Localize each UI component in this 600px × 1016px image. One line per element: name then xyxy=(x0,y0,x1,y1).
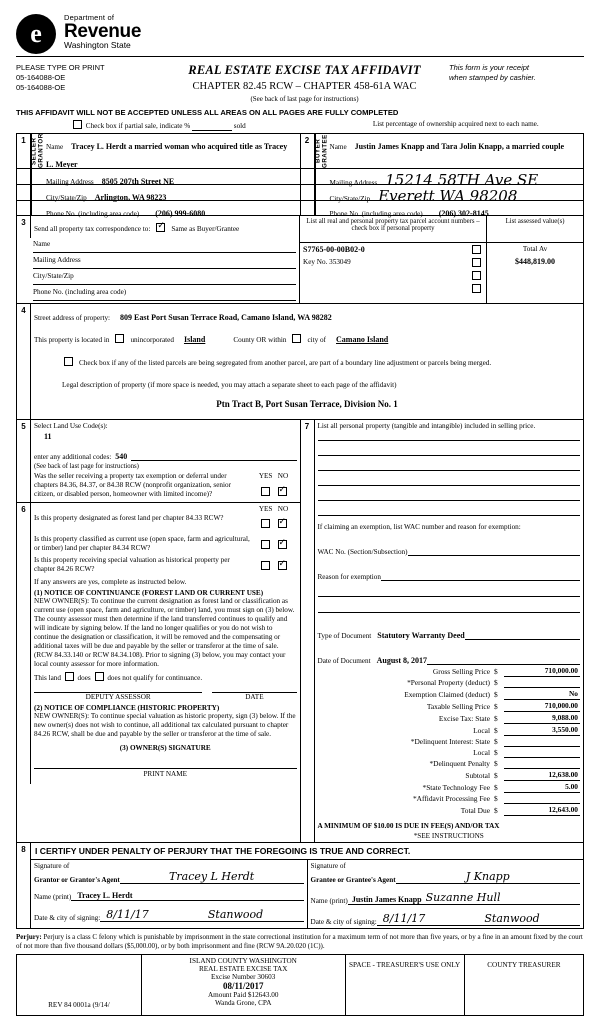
forest-no-checkbox[interactable] xyxy=(278,519,287,528)
land-does-checkbox[interactable] xyxy=(65,672,74,681)
completion-warning: THIS AFFIDAVIT WILL NOT BE ACCEPTED UNLESS ALL AREAS ON ALL PAGES ARE FULLY COMPLETED xyxy=(16,108,399,117)
agency-header xyxy=(16,14,584,54)
buyer-mailing-label: Mailing Address xyxy=(329,179,378,187)
type-or-print: PLEASE TYPE OR PRINT xyxy=(16,63,105,72)
same-as-buyer-checkbox[interactable] xyxy=(156,223,165,232)
section-8-number: 8 xyxy=(17,843,31,928)
same-as-buyer-label: Same as Buyer/Grantee xyxy=(171,225,240,233)
see-back-note: (See back of last page for instructions) xyxy=(250,95,359,103)
buyer-phone-label: Phone No. (including area code) xyxy=(329,210,423,218)
pp-line-2[interactable] xyxy=(318,446,581,456)
money-label-1: *Personal Property (deduct) xyxy=(407,677,490,687)
reason-line-3[interactable] xyxy=(318,603,581,613)
print-name-label: PRINT NAME xyxy=(143,770,188,778)
stamp-line-5: Wanda Grone, CPA xyxy=(214,999,272,1008)
sec6-no-label: NO xyxy=(277,505,289,513)
grantee-sig-label: Signature of xyxy=(310,862,346,870)
grantee-date-value[interactable]: 8/11/17 xyxy=(377,912,479,926)
grantee-city-value[interactable]: Stanwood xyxy=(478,912,580,926)
notice-continuance-text: NEW OWNER(S): To continue the current designation as forest land or classification as current use (open space, farm and agriculture, or timber) land, you must sign on (3) below. The county assessor must then determine if the land transferred continues to qualify and will indicate by signing below. If the land no longer qualifies or you do not wish to continue the designation or classification, it will be removed and the compensating or additional taxes will be due and payable by the seller or transferor at the time of sale. (RCW 84.33.140 or RCW 84.34.108). Prior to signing (3) below, you may contact your local county assessor for more information. xyxy=(34,597,295,668)
money-value-8 xyxy=(504,758,580,769)
parcel-key-number: Key No. 353049 xyxy=(303,258,351,266)
unincorporated-label: unincorporated xyxy=(130,336,174,344)
section-7-number: 7 xyxy=(301,420,315,842)
stamp-line-1: REAL ESTATE EXCISE TAX xyxy=(198,965,288,974)
money-value-2: No xyxy=(504,688,580,700)
historic-question: Is this property receiving special valuation as historical property per chapter 84.26 RCW? xyxy=(34,556,230,573)
city-checkbox[interactable] xyxy=(292,334,301,343)
county-treasurer-label: COUNTY TREASURER xyxy=(487,961,561,970)
county-value: Island xyxy=(183,335,206,344)
street-address-value: 809 East Port Susan Terrace Road, Camano Island, WA 98282 xyxy=(120,313,332,322)
buyer-citystate-value: Everett WA 98208 xyxy=(378,187,518,205)
street-address-label: Street address of property: xyxy=(34,314,111,322)
parcel-1-personal-checkbox[interactable] xyxy=(472,245,481,254)
assessed-header: List assessed value(s) xyxy=(487,216,583,243)
money-value-6 xyxy=(504,736,580,747)
header-divider xyxy=(16,56,584,57)
additional-codes-value: 540 xyxy=(115,452,128,461)
buyer-citystate-label: City/State/Zip xyxy=(329,195,371,203)
buyer-name-label: Name xyxy=(329,143,347,151)
treasurer-space-label: SPACE - TREASURER'S USE ONLY xyxy=(346,955,465,1015)
historic-no-checkbox[interactable] xyxy=(278,561,287,570)
grantee-agent-signature[interactable]: Suzanne Hull xyxy=(422,891,580,905)
grantor-signature-block xyxy=(31,860,308,928)
section-6-number: 6 xyxy=(17,503,31,784)
seller-citystate-value: Arlington, WA 98223 xyxy=(94,193,167,202)
sold-label: sold xyxy=(233,122,246,130)
section-4-number: 4 xyxy=(17,304,31,419)
stamp-line-3: 08/11/2017 xyxy=(222,981,264,992)
revenue-logo-icon: e xyxy=(16,14,56,54)
money-label-3: Taxable Selling Price xyxy=(426,701,490,711)
grantor-name-label: Name (print) xyxy=(34,893,72,901)
forest-yes-checkbox[interactable] xyxy=(261,519,270,528)
grantee-signature[interactable]: J Knapp xyxy=(396,870,580,884)
print-instructions xyxy=(16,63,166,103)
does-not-label: does not qualify for continuance. xyxy=(107,674,203,682)
doc-date-value: August 8, 2017 xyxy=(376,656,428,665)
grantor-date-label: Date & city of signing: xyxy=(34,914,101,922)
tax-computation-table: Gross Selling Price $ 710,000.00 *Personal Property (deduct) $ Exemption Claimed (deduct) $ No Taxable Selling Price $ 710,000.00 Excise Tax: State $ 9,088.00 Local $ 3,550.00 *Delinquent Interest: State $ Local $ *Delinquent Penalty $ Subtotal $ 12,638.00 *State Technology Fee $ 5.00 *Affidavit Processing Fee $ Total Due $ 12,643.00 xyxy=(318,665,581,816)
forest-land-question: Is this property designated as forest land per chapter 84.33 RCW? xyxy=(34,514,224,522)
spacer-6 xyxy=(301,201,315,215)
land-qualify-label: This land xyxy=(34,674,61,682)
seller-mailing-label: Mailing Address xyxy=(46,178,94,186)
money-value-12: 12,643.00 xyxy=(504,804,580,816)
historic-yes-checkbox[interactable] xyxy=(261,561,270,570)
perjury-note xyxy=(16,933,584,951)
corr-mailing-label: Mailing Address xyxy=(33,256,81,264)
treasurer-box xyxy=(16,954,584,1016)
buyer-side-spacer-2 xyxy=(315,185,327,200)
notice-continuance-heading: (1) NOTICE OF CONTINUANCE (FOREST LAND OR CURRENT USE) xyxy=(34,589,264,597)
personal-property-label: List all personal property (tangible and intangible) included in selling price. xyxy=(317,422,536,430)
money-value-9: 12,638.00 xyxy=(504,769,580,781)
sec5-yes-checkbox[interactable] xyxy=(261,487,270,496)
pp-line-1[interactable] xyxy=(318,431,581,441)
unincorporated-checkbox[interactable] xyxy=(115,334,124,343)
money-value-1 xyxy=(504,677,580,688)
owner-signature-heading: (3) OWNER(S) SIGNATURE xyxy=(119,744,211,752)
left-column xyxy=(17,420,301,842)
located-in-label: This property is located in xyxy=(34,336,110,344)
city-value: Camano Island xyxy=(336,335,389,344)
grantee-role-label: Grantee or Grantee's Agent xyxy=(310,876,396,884)
assessed-value: $448,819.00 xyxy=(515,257,556,266)
spacer-1 xyxy=(17,169,31,184)
money-label-8: *Delinquent Penalty xyxy=(429,758,490,768)
seller-name-value: Tracey L. Herdt a married woman who acquired title as Tracey L. Meyer xyxy=(46,142,288,169)
form-number-1: 05-164088-OE xyxy=(16,73,66,83)
notice-compliance-text: NEW OWNER(S): To continue special valuation as historic property, sign (3) below. If the new owner(s) does not wish to continue, all additional tax calculated pursuant to chapter 84.26 RCW, shall be due and payable by the seller or transferor at the time of sale. xyxy=(34,712,296,738)
seller-phone-label: Phone No. (including area code) xyxy=(46,210,140,218)
seller-side-label: SELLER GRANTOR xyxy=(30,133,45,169)
grantor-signature[interactable]: Tracey L Herdt xyxy=(120,870,304,884)
buyer-side-spacer-1 xyxy=(315,169,327,184)
doc-date-label: Date of Document xyxy=(317,657,371,665)
partial-sale-checkbox[interactable] xyxy=(73,120,82,129)
assessed-block xyxy=(487,216,583,303)
money-label-10: *State Technology Fee xyxy=(422,782,490,792)
pp-line-3[interactable] xyxy=(318,461,581,471)
money-label-5: Local xyxy=(473,725,490,735)
money-label-12: Total Due xyxy=(460,805,490,815)
receipt-note-line2: when stamped by cashier. xyxy=(449,73,536,83)
seller-side-spacer-3 xyxy=(31,201,43,215)
state-label: Washington State xyxy=(64,39,131,50)
stamp-line-4: Amount Paid $12643.00 xyxy=(207,991,279,1000)
pp-line-4[interactable] xyxy=(318,476,581,486)
grantor-name-value: Tracey L. Herdt xyxy=(71,891,303,901)
land-does-not-checkbox[interactable] xyxy=(95,672,104,681)
section-1-number: 1 xyxy=(17,134,31,168)
seller-side-spacer-1 xyxy=(31,169,43,184)
form-revision: REV 84 0001a (9/14/ xyxy=(48,1001,110,1010)
reason-line-2[interactable] xyxy=(318,587,581,597)
grantee-date-label: Date & city of signing: xyxy=(310,918,377,926)
spacer-4 xyxy=(301,169,315,184)
money-label-0: Gross Selling Price xyxy=(432,666,490,676)
pp-line-6[interactable] xyxy=(318,506,581,516)
if-any-yes-note: If any answers are yes, complete as instructed below. xyxy=(34,578,187,586)
grantor-city-value[interactable]: Stanwood xyxy=(202,908,304,922)
see-instructions-note: *SEE INSTRUCTIONS xyxy=(413,832,484,840)
buyer-side-label: BUYER GRANTEE xyxy=(314,134,328,168)
money-value-5: 3,550.00 xyxy=(504,724,580,736)
parcel-block xyxy=(300,216,487,303)
county-stamp xyxy=(141,955,346,1015)
seller-name-label: Name xyxy=(46,143,64,151)
wac-number-label: WAC No. (Section/Subsection) xyxy=(317,548,408,556)
deputy-assessor-label: DEPUTY ASSESSOR xyxy=(85,693,151,701)
money-label-7: Local xyxy=(473,747,490,757)
does-label: does xyxy=(77,674,91,682)
seller-block xyxy=(17,133,301,218)
buyer-side-spacer-3 xyxy=(315,201,327,215)
money-value-11 xyxy=(504,793,580,804)
parcel-4-personal-checkbox[interactable] xyxy=(472,284,481,293)
segregation-checkbox[interactable] xyxy=(64,357,73,366)
buyer-mailing-value: 15214 58TH Ave SE xyxy=(385,171,539,189)
receipt-note-line1: This form is your receipt xyxy=(449,63,530,72)
section-4 xyxy=(17,303,583,419)
money-value-7 xyxy=(504,747,580,758)
revenue-label: Revenue xyxy=(64,20,142,42)
grantor-role-label: Grantor or Grantor's Agent xyxy=(34,876,120,884)
land-use-label: Select Land Use Code(s): xyxy=(34,422,108,430)
section-8 xyxy=(17,842,583,928)
exemption-claim-label: If claiming an exemption, list WAC number and reason for exemption: xyxy=(317,523,521,531)
spacer-2 xyxy=(17,185,31,200)
seller-side-spacer-2 xyxy=(31,185,43,200)
form-chapter: CHAPTER 82.45 RCW – CHAPTER 458-61A WAC xyxy=(192,81,417,92)
owner-signature-line[interactable] xyxy=(34,752,297,769)
grantee-signature-block xyxy=(308,860,584,928)
money-value-10: 5.00 xyxy=(504,781,580,793)
section-3-number: 3 xyxy=(17,216,31,238)
stamp-line-0: ISLAND COUNTY WASHINGTON xyxy=(189,957,297,966)
land-use-value: 11 xyxy=(44,432,52,441)
parcel-number-1: S7765-00-00B02-0 xyxy=(303,245,365,254)
sec5-yes-label: YES xyxy=(258,472,273,480)
currentuse-no-checkbox[interactable] xyxy=(278,540,287,549)
section-6 xyxy=(17,502,300,784)
money-label-6: *Delinquent Interest: State xyxy=(410,736,490,746)
total-av-label: Total Av xyxy=(522,245,548,253)
minimum-due-note: A MINIMUM OF $10.00 IS DUE IN FEE(S) AND/OR TAX xyxy=(317,822,500,830)
sec6-yes-label: YES xyxy=(258,505,273,513)
section-3 xyxy=(17,215,583,303)
ownership-note: List percentage of ownership acquired next to each name. xyxy=(372,120,539,128)
section-5 xyxy=(17,420,300,502)
legal-description-value: Ptn Tract B, Port Susan Terrace, Division No. 1 xyxy=(216,399,398,409)
money-label-11: *Affidavit Processing Fee xyxy=(412,793,490,803)
seller-phone-value: (206) 999-6080 xyxy=(155,209,206,218)
spacer-5 xyxy=(301,185,315,200)
grantor-date-value[interactable]: 8/11/17 xyxy=(100,908,202,922)
section-5-number: 5 xyxy=(17,420,31,502)
parcel-3-personal-checkbox[interactable] xyxy=(472,271,481,280)
receipt-note xyxy=(443,63,584,103)
correspondence-label: Send all property tax correspondence to: xyxy=(34,225,151,233)
dept-label: Department of xyxy=(64,13,115,22)
money-value-3: 710,000.00 xyxy=(504,700,580,712)
assessor-date-label: DATE xyxy=(245,693,264,701)
segregation-note: Check box if any of the listed parcels are being segregated from another parcel, are part of a boundary line adjustment or parcels being merged. xyxy=(79,359,492,367)
partial-sale-label: Check box if partial sale, indicate % xyxy=(85,122,191,130)
spacer-3 xyxy=(17,201,31,215)
certification-statement: I CERTIFY UNDER PENALTY OF PERJURY THAT THE FOREGOING IS TRUE AND CORRECT. xyxy=(31,843,583,860)
buyer-name-value: Justin James Knapp and Tara Jolin Knapp, a married couple xyxy=(354,142,565,151)
reason-exemption-label: Reason for exemption xyxy=(317,573,381,581)
grantor-sig-label: Signature of xyxy=(34,862,70,870)
parcel-header: List all real and personal property tax parcel account numbers – check box if personal property xyxy=(300,216,486,243)
additional-codes-label: enter any additional codes: xyxy=(34,453,112,461)
perjury-title: Perjury: xyxy=(16,933,42,941)
section-7 xyxy=(301,420,584,842)
parties-frame xyxy=(16,133,584,929)
current-use-question: Is this property classified as current use (open space, farm and agricultural, or timber) land per chapter 84.34 RCW? xyxy=(34,535,250,552)
section-5-see-back: (See back of last page for instructions) xyxy=(34,463,139,470)
corr-citystate-label: City/State/Zip xyxy=(33,272,74,280)
pp-line-5[interactable] xyxy=(318,491,581,501)
sec5-no-label: NO xyxy=(277,472,289,480)
perjury-text: Perjury is a class C felony which is punishable by imprisonment in the state correctional institution for a maximum term of not more than five years, or by a fine in an amount fixed by the court of not more than five thousand dollars ($5,000.00), or by both imprisonment and fine (RCW 9A.20.020 (1C)). xyxy=(16,933,583,951)
parcel-2-personal-checkbox[interactable] xyxy=(472,258,481,267)
form-number-2: 05-164088-OE xyxy=(16,83,66,93)
section-2-number: 2 xyxy=(301,134,315,168)
partial-sale-line xyxy=(16,120,328,131)
grantee-name-value: Justin James Knapp xyxy=(348,895,422,905)
corr-name-label: Name xyxy=(33,240,51,248)
grantee-name-label: Name (print) xyxy=(310,897,348,905)
seller-mailing-value: 8505 207th Street NE xyxy=(101,177,175,186)
corr-phone-label: Phone No. (including area code) xyxy=(33,288,127,296)
money-label-2: Exemption Claimed (deduct) xyxy=(404,689,490,699)
county-or-label: County OR within xyxy=(233,336,287,344)
doc-type-label: Type of Document xyxy=(317,632,372,640)
legal-description-label: Legal description of property (if more space is needed, you may attach a separate sheet to each page of the affidavit) xyxy=(62,381,397,389)
seller-citystate-label: City/State/Zip xyxy=(46,194,87,202)
money-value-0: 710,000.00 xyxy=(504,665,580,677)
buyer-block xyxy=(301,134,584,218)
notice-compliance-heading: (2) NOTICE OF COMPLIANCE (HISTORIC PROPERTY) xyxy=(34,704,220,712)
currentuse-yes-checkbox[interactable] xyxy=(261,540,270,549)
doc-type-value: Statutory Warranty Deed xyxy=(377,631,465,640)
money-value-4: 9,088.00 xyxy=(504,712,580,724)
form-title-block xyxy=(166,63,443,103)
money-label-4: Excise Tax: State xyxy=(438,713,490,723)
money-label-9: Subtotal xyxy=(465,770,490,780)
sec5-no-checkbox[interactable] xyxy=(278,487,287,496)
buyer-phone-value: (206) 302-8145 xyxy=(438,209,489,218)
page-title: REAL ESTATE EXCISE TAX AFFIDAVIT xyxy=(188,63,421,77)
city-of-label: city of xyxy=(307,336,327,344)
stamp-line-2: Excise Number 30603 xyxy=(211,973,276,982)
exemption-question: Was the seller receiving a property tax exemption or deferral under chapters 84.36, 84.37, or 84.38 RCW (nonprofit organization, senior citizen, or disabled person, homeowner with limited income)? xyxy=(34,472,231,498)
